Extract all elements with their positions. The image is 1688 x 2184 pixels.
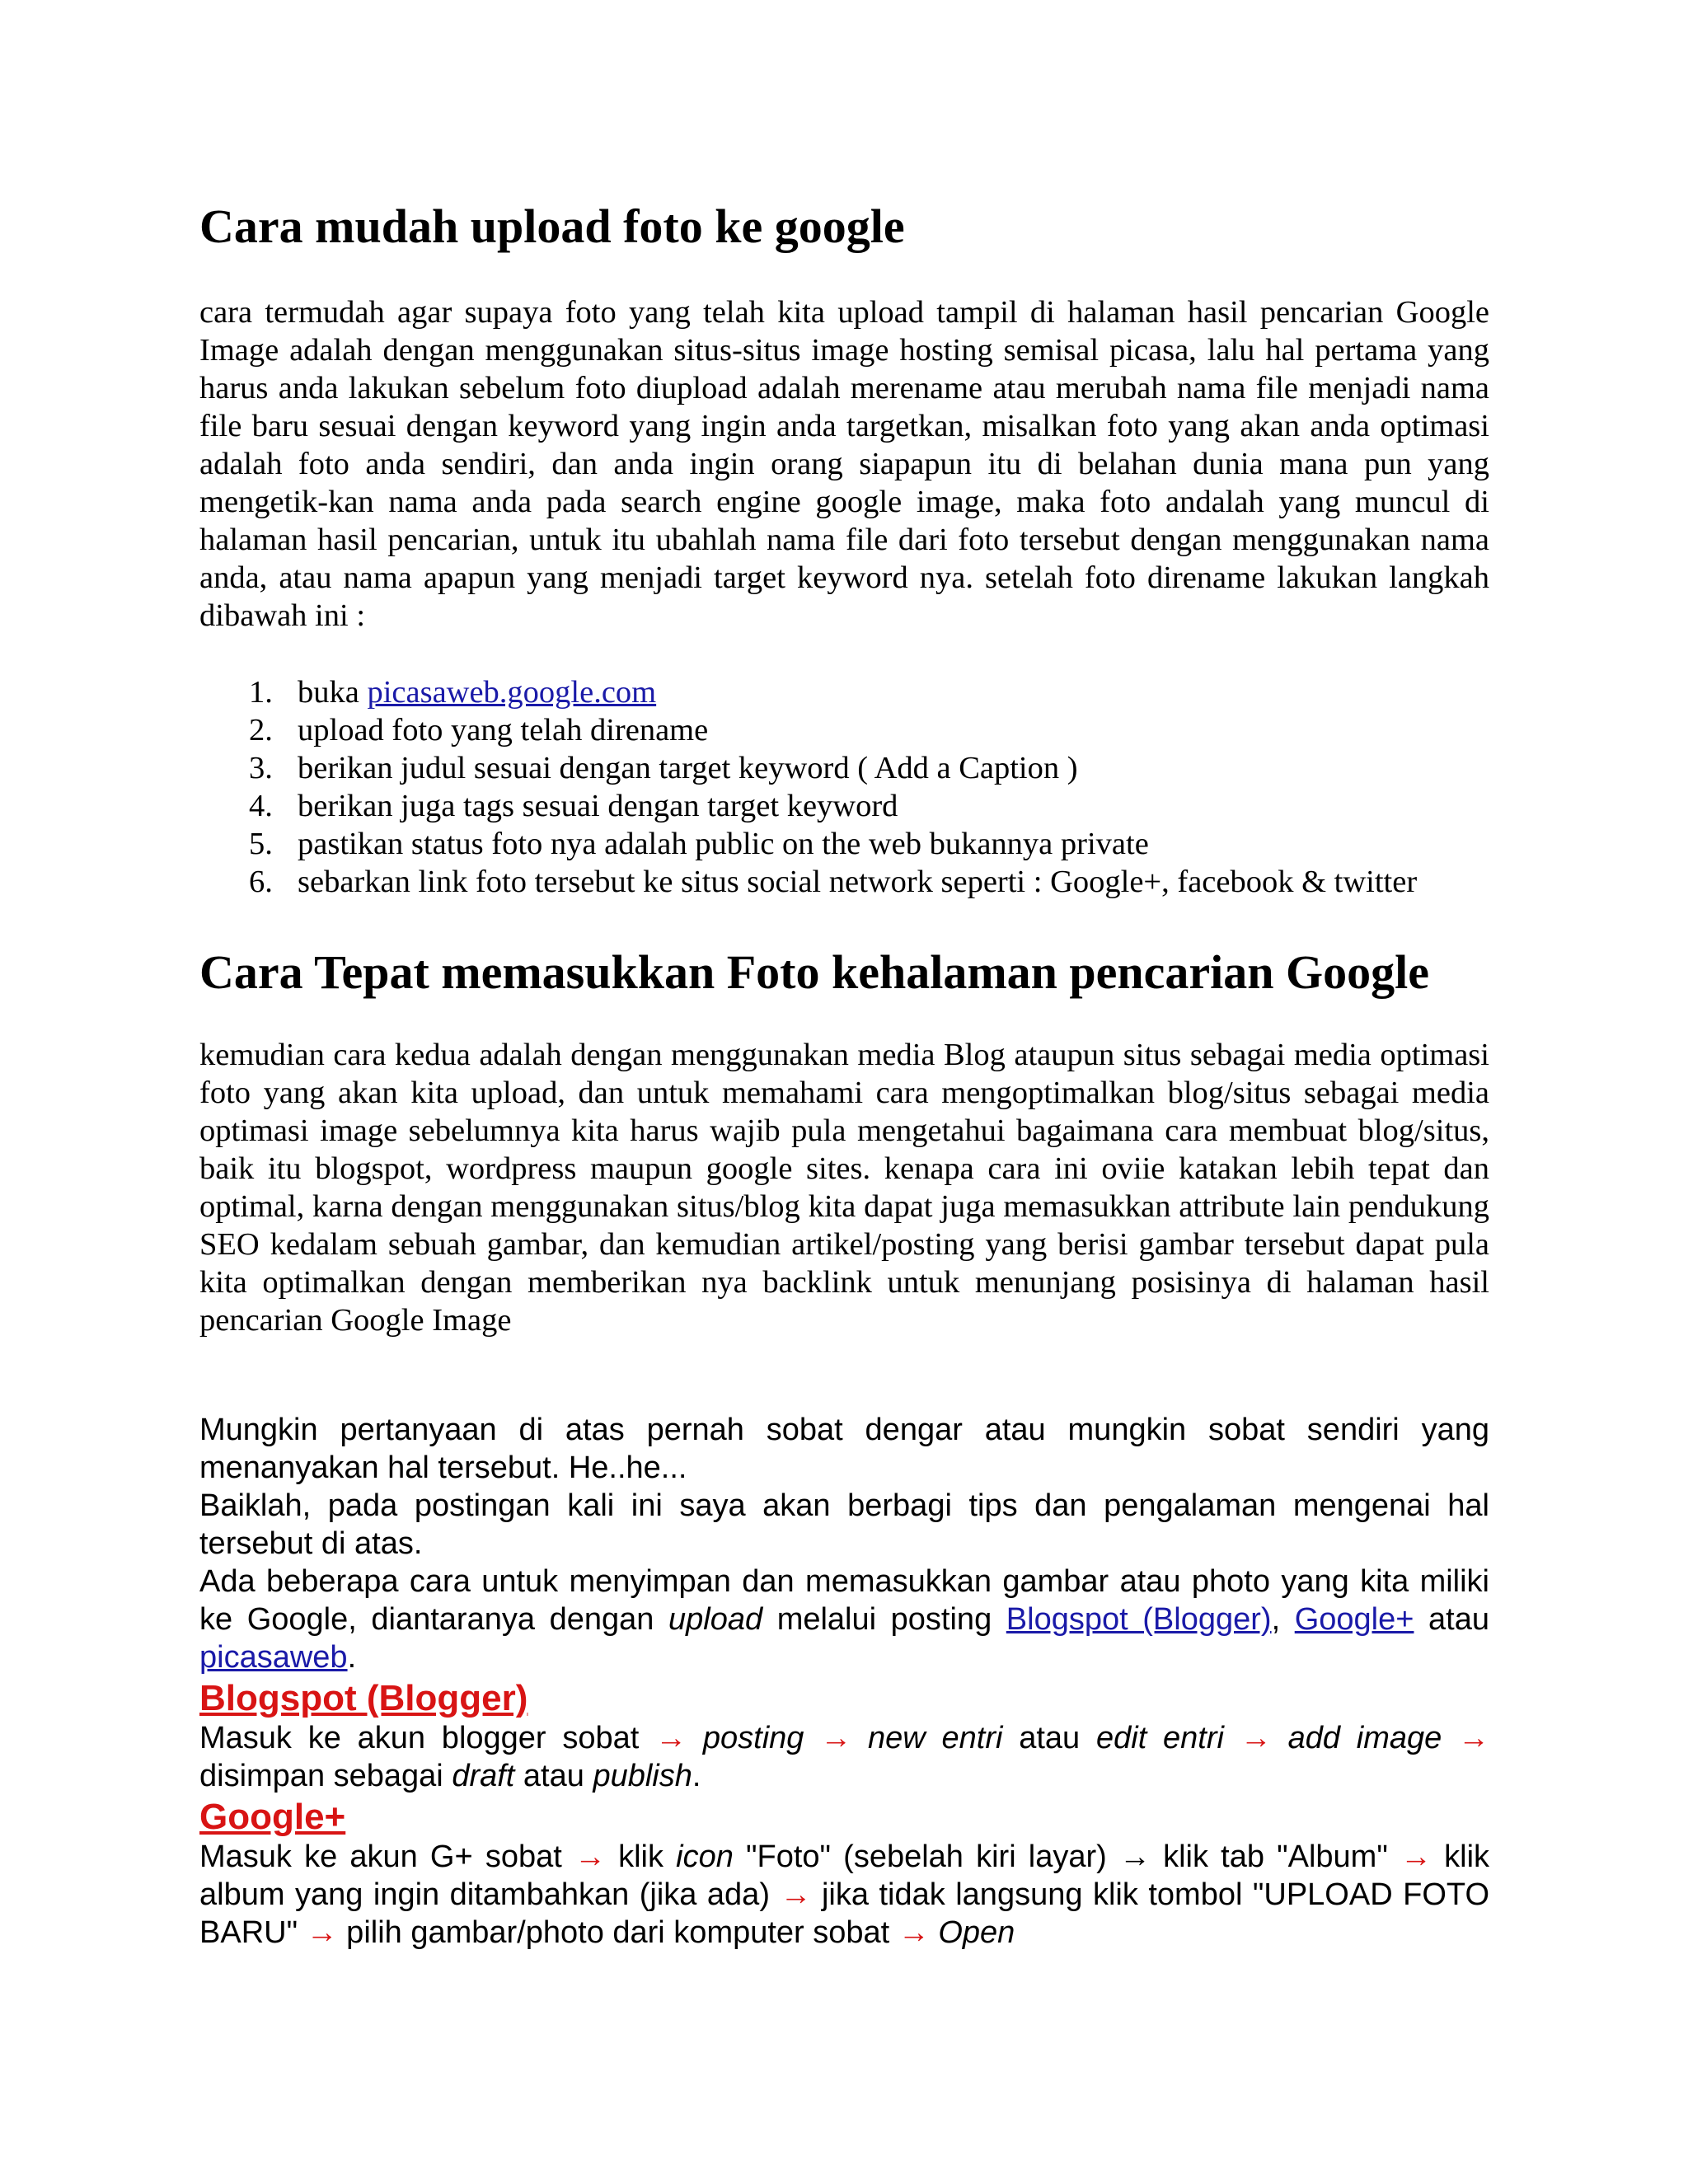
- list-number: 2.: [249, 713, 273, 748]
- open-emphasis: Open: [938, 1915, 1015, 1950]
- atau-text: atau: [1414, 1602, 1489, 1637]
- upload-emphasis: upload: [668, 1602, 763, 1637]
- list-text: upload foto yang telah direname: [298, 713, 709, 748]
- google-plus-heading-link[interactable]: Google+: [199, 1797, 346, 1837]
- list-text: pastikan status foto nya adalah public on the web bukannya private: [298, 827, 1149, 861]
- heading-tepat-memasukkan: Cara Tepat memasukkan Foto kehalaman pencarian Google: [199, 945, 1429, 999]
- gplus-text: klik: [605, 1840, 677, 1874]
- list-item: [199, 711, 1518, 749]
- steps-list: [199, 673, 1518, 901]
- picasaweb-link[interactable]: picasaweb.google.com: [367, 675, 657, 710]
- gplus-text: klik album yang ingin ditambahkan (jika ada): [199, 1840, 1490, 1912]
- icon-emphasis: icon: [676, 1840, 734, 1874]
- list-number: 5.: [249, 827, 273, 861]
- arrow-icon: →: [780, 1877, 812, 1912]
- comma: ,: [1271, 1602, 1281, 1637]
- arrow-icon: →: [898, 1915, 930, 1950]
- second-paragraph: kemudian cara kedua adalah dengan menggunakan media Blog ataupun situs sebagai media optimasi foto yang akan kita upload, dan untuk memahami cara mengoptimalkan blog/situs sebagai media optimasi image sebelumnya kita harus wajib pula mengetahui bagaimana cara membuat blog/situs, baik itu blogspot, wordpress maupun google sites. kenapa cara ini oviie katakan lebih tepat dan optimal, karna dengan menggunakan situs/blog kita dapat juga memasukkan attribute lain pendukung SEO kedalam sebuah gambar, dan kemudian artikel/posting yang berisi gambar tersebut dapat pula kita optimalkan dengan memberikan nya backlink untuk menunjang posisinya di halaman hasil pencarian Google Image: [199, 1038, 1489, 1338]
- intro-paragraph: cara termudah agar supaya foto yang telah kita upload tampil di halaman hasil pencarian Google Image adalah dengan menggunakan situs-situs image hosting semisal picasa, lalu hal pertama yang harus anda lakukan sebelum foto diupload adalah merename atau merubah nama file menjadi nama file baru sesuai dengan keyword yang ingin anda targetkan, misalkan foto yang akan anda optimasi adalah foto anda sendiri, dan anda ingin orang siapapun itu di belahan dunia mana pun yang mengetik-kan nama anda pada search engine google image, maka foto andalah yang muncul di halaman hasil pencarian, untuk itu ubahlah nama file dari foto tersebut dengan menggunakan nama anda, atau nama apapun yang menjadi target keyword nya. setelah foto direname lakukan langkah dibawah ini :: [199, 295, 1489, 633]
- blogger-text: Masuk ke akun blogger sobat: [199, 1721, 656, 1755]
- arrow-icon: →: [1458, 1721, 1490, 1755]
- gplus-text: "Foto" (sebelah kiri layar) → klik tab "Album": [733, 1840, 1400, 1874]
- list-item: [199, 863, 1518, 901]
- list-item: [199, 787, 1518, 825]
- atau-text: atau: [514, 1759, 593, 1793]
- blogger-text: disimpan sebagai: [199, 1759, 452, 1793]
- list-text: berikan judul sesuai dengan target keyword ( Add a Caption ): [298, 751, 1078, 785]
- arrow-icon: →: [1240, 1721, 1272, 1755]
- arrow-icon: →: [655, 1721, 687, 1755]
- list-item: [199, 825, 1518, 863]
- blogger-steps: [199, 1719, 1489, 1795]
- period: .: [347, 1640, 357, 1675]
- list-number: 4.: [249, 789, 273, 823]
- gplus-text: pilih gambar/photo dari komputer sobat: [337, 1915, 898, 1950]
- edit-entri-emphasis: edit entri: [1095, 1721, 1224, 1755]
- blogspot-link[interactable]: Blogspot (Blogger): [1006, 1602, 1272, 1637]
- period: .: [692, 1759, 701, 1793]
- gplus-steps: [199, 1838, 1489, 1952]
- intro-text-3: [199, 1563, 1489, 1676]
- arrow-icon: →: [1400, 1840, 1432, 1874]
- list-number: 6.: [249, 865, 273, 899]
- intro-text-2: Baiklah, pada postingan kali ini saya akan berbagi tips dan pengalaman mengenai hal tersebut di atas.: [199, 1488, 1489, 1561]
- arrow-icon: →: [306, 1915, 338, 1950]
- picasaweb-link-2[interactable]: picasaweb: [199, 1640, 348, 1675]
- posting-emphasis: posting: [702, 1721, 804, 1755]
- gplus-text: Masuk ke akun G+ sobat: [199, 1840, 574, 1874]
- arrow-icon: →: [574, 1840, 606, 1874]
- intro-text-1: Mungkin pertanyaan di atas pernah sobat dengar atau mungkin sobat sendiri yang menanyakan hal tersebut. He..he...: [199, 1413, 1489, 1485]
- draft-emphasis: draft: [452, 1759, 515, 1793]
- list-number: 1.: [249, 675, 273, 710]
- intro-text-3b: melalui posting: [762, 1602, 1006, 1637]
- heading-upload-foto: Cara mudah upload foto ke google: [199, 199, 905, 253]
- add-image-emphasis: add image: [1287, 1721, 1442, 1755]
- publish-emphasis: publish: [593, 1759, 692, 1793]
- list-text: sebarkan link foto tersebut ke situs social network seperti : Google+, facebook & twitter: [298, 865, 1418, 899]
- list-number: 3.: [249, 751, 273, 785]
- gplus-text: jika tidak langsung klik tombol "UPLOAD FOTO BARU": [199, 1877, 1489, 1950]
- blogspot-heading-link[interactable]: Blogspot (Blogger): [199, 1678, 528, 1718]
- list-item: [199, 749, 1518, 787]
- google-plus-link[interactable]: Google+: [1294, 1602, 1414, 1637]
- list-item: [199, 673, 1518, 711]
- arrow-icon: →: [820, 1721, 852, 1755]
- atau-text: atau: [1002, 1721, 1096, 1755]
- new-entri-emphasis: new entri: [868, 1721, 1003, 1755]
- intro-text-3a: Ada beberapa cara untuk menyimpan dan memasukkan gambar atau photo yang kita miliki ke Google, diantaranya dengan: [199, 1564, 1489, 1637]
- blogger-tips-section: [199, 1411, 1489, 1952]
- list-text: berikan juga tags sesuai dengan target keyword: [298, 789, 898, 823]
- list-text: buka: [298, 675, 368, 710]
